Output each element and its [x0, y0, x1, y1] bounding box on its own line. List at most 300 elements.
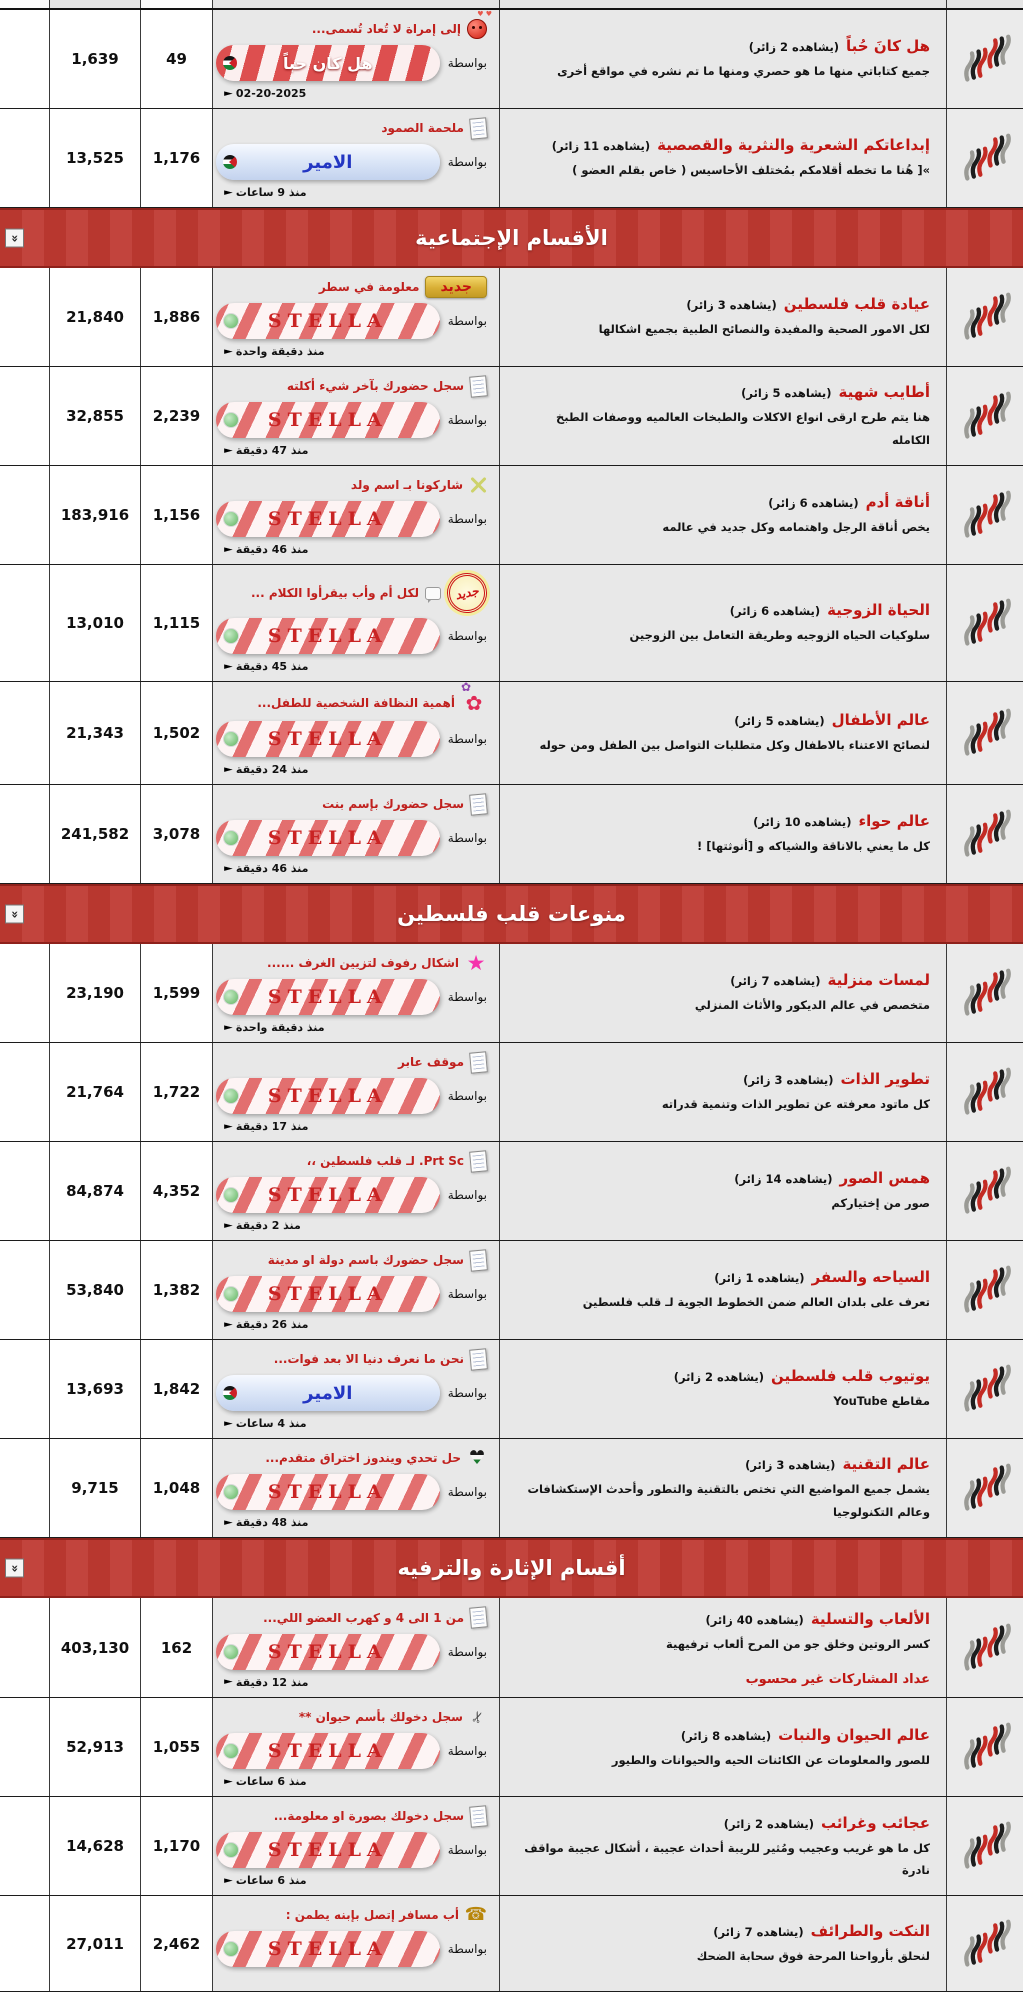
go-to-last-post[interactable] — [225, 1120, 487, 1133]
forum-row — [0, 367, 1023, 466]
forum-info-cell — [499, 10, 946, 108]
last-post-author-line — [225, 501, 487, 537]
spacer-cell — [0, 565, 49, 681]
last-post-title-link[interactable]: معلومة في سطر — [318, 280, 420, 294]
last-post-title-link[interactable]: نحن ما نعرف دنيا الا بعد فوات... — [273, 1352, 464, 1366]
last-post-arrow-icon: ► — [224, 445, 233, 456]
spacer-cell — [0, 466, 49, 564]
user-banner-flag-icon — [223, 1286, 239, 1302]
last-post-title-link[interactable]: من 1 الى 4 و كهرب العضو اللي... — [263, 1610, 464, 1625]
forum-row — [0, 109, 1023, 208]
spacer-cell — [0, 367, 49, 465]
forum-status-cell — [946, 1241, 1023, 1339]
forum-description: سلوكيات الحياه الزوجيه وطريقة التعامل بين الزوجين — [629, 628, 930, 643]
page-icon — [469, 375, 488, 397]
last-post-cell — [212, 1142, 499, 1240]
threads-count: 4,352 — [140, 1142, 212, 1240]
forum-link[interactable]: عالم الحيوان والنبات — [778, 1725, 930, 1744]
last-post-title-link[interactable]: سجل دخولك بصورة او معلومة... — [273, 1809, 464, 1824]
last-post-cell — [212, 1598, 499, 1697]
last-post-user-banner[interactable] — [216, 402, 440, 438]
forum-activity-swoosh-icon — [959, 489, 1011, 541]
last-post-cell — [212, 944, 499, 1042]
last-post-time: منذ 45 دقيقة — [235, 660, 309, 673]
last-post-title-link[interactable]: أب مسافر إتصل بإبنه يطمن : — [285, 1908, 459, 1923]
forum-viewers-count: (يشاهده 14 زائر) — [734, 1172, 833, 1187]
go-to-last-post[interactable] — [225, 862, 487, 875]
last-post-title-line — [225, 1706, 487, 1728]
last-post-title-link[interactable]: إلى إمراة لا تُعاد تُسمى... — [311, 22, 461, 36]
forum-link[interactable]: عالم الأطفال — [831, 711, 930, 730]
forum-title-line — [516, 1610, 930, 1628]
last-post-username: STELLA — [267, 1640, 388, 1663]
forum-row — [0, 268, 1023, 367]
last-post-cell — [212, 682, 499, 784]
page-icon — [469, 117, 488, 139]
forum-status-cell — [946, 1797, 1023, 1895]
last-post-cell — [212, 1439, 499, 1537]
forum-description: لنصائح الاعتناء بالاطفال وكل متطلبات التواصل بين الطفل ومن حوله — [539, 738, 930, 753]
forum-row — [0, 944, 1023, 1043]
last-post-user-banner[interactable] — [216, 1733, 440, 1769]
last-post-title-link[interactable]: اشكال رفوف لتزيين الغرف ...... — [267, 956, 459, 970]
last-post-arrow-icon: ► — [224, 1319, 233, 1330]
forum-status-cell — [946, 466, 1023, 564]
forum-viewers-count: (يشاهده 7 زائر) — [713, 1925, 804, 1940]
last-post-cell — [212, 1340, 499, 1438]
partial-row-top — [0, 0, 1023, 10]
posts-count: 23,190 — [49, 944, 140, 1042]
last-post-author-line — [225, 1931, 487, 1967]
last-post-username: STELLA — [267, 508, 388, 530]
forum-activity-swoosh-icon — [959, 1066, 1011, 1118]
go-to-last-post[interactable] — [225, 444, 487, 457]
forum-status-cell — [946, 1142, 1023, 1240]
user-banner-flag-icon — [223, 511, 239, 527]
last-post-author-line — [225, 1832, 487, 1868]
user-banner-flag-icon — [223, 989, 239, 1005]
last-post-username: STELLA — [267, 1938, 388, 1961]
last-post-arrow-icon: ► — [224, 863, 233, 874]
last-post-user-banner[interactable] — [216, 1177, 440, 1213]
by-label: بواسطة — [447, 1287, 487, 1301]
forum-title-line — [516, 971, 930, 989]
last-post-cell — [212, 466, 499, 564]
forum-activity-swoosh-icon — [959, 1820, 1011, 1872]
last-post-title-line — [225, 793, 487, 815]
forum-status-cell — [946, 1896, 1023, 1991]
by-label: بواسطة — [447, 155, 487, 169]
forum-info-cell — [499, 1142, 946, 1240]
forum-description: كل ما هو غريب وعجيب ومُثير للريبة أحداث عجيبة ، أشكال عجيبة مواقف نادرة — [524, 1840, 930, 1877]
forum-title-line — [516, 295, 930, 313]
last-post-title-link[interactable]: سجل دخولك بأسم حيوان ** — [298, 1710, 463, 1725]
threads-count: 2,239 — [140, 367, 212, 465]
last-post-cell — [212, 1241, 499, 1339]
forum-info-cell — [499, 1439, 946, 1537]
last-post-username: الامير — [303, 1382, 353, 1404]
smiley-icon — [467, 19, 487, 39]
spacer-cell — [0, 10, 49, 108]
user-banner-flag-icon — [223, 412, 239, 428]
forum-link[interactable]: هل كانَ حُباً — [846, 37, 930, 56]
by-label: بواسطة — [447, 1188, 487, 1202]
forum-status-cell — [946, 268, 1023, 366]
page-icon — [469, 1249, 488, 1271]
x-icon — [469, 476, 487, 494]
forum-description: يشمل جميع المواضيع التي تختص بالتقنية والتطور وأحدث الإستكشافات وعالم التكنولوجيا — [527, 1482, 930, 1519]
last-post-cell — [212, 565, 499, 681]
page-icon — [469, 1348, 488, 1370]
forum-viewers-count: (يشاهده 3 زائر) — [745, 1458, 836, 1473]
last-post-user-banner[interactable] — [216, 721, 440, 757]
last-post-username: STELLA — [267, 409, 388, 431]
forum-link[interactable]: يوتيوب قلب فلسطين — [771, 1367, 930, 1386]
last-post-user-banner[interactable] — [216, 1634, 440, 1670]
page-icon — [469, 1051, 488, 1073]
forum-title-line — [516, 1367, 930, 1385]
last-post-title-link[interactable]: لكل أم وأب بيقرأوا الكلام ... — [251, 586, 419, 600]
threads-count: 1,382 — [140, 1241, 212, 1339]
category-header[interactable] — [0, 1538, 1023, 1598]
last-post-title-link[interactable]: سجل حضورك باسم دولة او مدينة — [267, 1253, 464, 1267]
posts-count: 21,764 — [49, 1043, 140, 1141]
last-post-title-line — [225, 573, 487, 613]
go-to-last-post[interactable] — [225, 1021, 487, 1034]
collapse-category-button[interactable] — [5, 1559, 24, 1578]
go-to-last-post[interactable] — [225, 87, 487, 100]
threads-count: 1,722 — [140, 1043, 212, 1141]
user-banner-flag-icon — [223, 1484, 239, 1500]
last-post-time: منذ 12 دقيقة — [235, 1675, 309, 1689]
spacer-cell — [0, 1797, 49, 1895]
category-title: الأقسام الإجتماعية — [415, 226, 608, 250]
forum-description: مقاطع YouTube — [833, 1394, 930, 1409]
go-to-last-post[interactable] — [225, 1219, 487, 1232]
forum-row — [0, 1797, 1023, 1896]
spacer-cell — [0, 1698, 49, 1796]
last-post-username: STELLA — [267, 986, 388, 1008]
forum-link[interactable]: أناقة أدم — [865, 493, 930, 512]
forum-link[interactable]: إبداعاتكم الشعرية والنثرية والقصصية — [657, 136, 930, 155]
posts-count: 183,916 — [49, 466, 140, 564]
last-post-user-banner[interactable] — [216, 303, 440, 339]
last-post-time: منذ 46 دقيقة — [235, 543, 309, 556]
forum-extra-note: عداد المشاركات غير محسوب — [745, 1672, 930, 1688]
forum-link[interactable]: الألعاب والتسلية — [810, 1610, 930, 1628]
last-post-user-banner[interactable] — [216, 820, 440, 856]
forum-link[interactable]: لمسات منزلية — [827, 971, 930, 990]
collapse-category-button[interactable] — [5, 905, 24, 924]
forum-status-cell — [946, 1340, 1023, 1438]
last-post-author-line — [225, 1733, 487, 1769]
by-label: بواسطة — [447, 512, 487, 526]
by-label: بواسطة — [447, 1942, 487, 1957]
forum-viewers-count: (يشاهده 6 زائر) — [729, 604, 821, 619]
spacer-cell — [0, 268, 49, 366]
last-post-user-banner[interactable] — [216, 45, 440, 81]
forum-info-cell — [499, 109, 946, 207]
forum-link[interactable]: الحياة الزوجية — [827, 601, 930, 620]
last-post-time: منذ 47 دقيقة — [235, 444, 309, 457]
user-banner-flag-icon — [223, 731, 239, 747]
forum-link[interactable]: همس الصور — [839, 1169, 930, 1188]
last-post-title-link[interactable]: حل تحدي ويندوز اختراق متقدم... — [265, 1451, 461, 1465]
category-title: أقسام الإثارة والترفيه — [397, 1556, 626, 1580]
category-header[interactable] — [0, 208, 1023, 268]
forum-status-cell — [946, 109, 1023, 207]
posts-count: 241,582 — [49, 785, 140, 883]
last-post-user-banner[interactable] — [216, 144, 440, 180]
go-to-last-post[interactable] — [225, 345, 487, 358]
forum-rows-container — [0, 10, 1023, 1992]
forum-activity-swoosh-icon — [959, 1264, 1011, 1316]
posts-count: 84,874 — [49, 1142, 140, 1240]
forum-status-cell — [946, 1439, 1023, 1537]
forum-description: لكل الامور الصحية والمفيدة والنصائح الطبية بجميع اشكالها — [598, 322, 930, 337]
forum-description: متخصص في عالم الديكور والأثاث المنزلي — [694, 998, 930, 1013]
threads-count: 49 — [140, 10, 212, 108]
posts-count: 13,693 — [49, 1340, 140, 1438]
last-post-title-line — [225, 1150, 487, 1172]
forum-row — [0, 466, 1023, 565]
user-banner-flag-icon — [223, 1187, 239, 1203]
forum-info-cell — [499, 1340, 946, 1438]
go-to-last-post[interactable] — [225, 763, 487, 776]
forum-activity-swoosh-icon — [959, 597, 1011, 649]
go-to-last-post[interactable] — [225, 1417, 487, 1430]
forum-activity-swoosh-icon — [959, 1363, 1011, 1415]
last-post-title-line — [225, 1904, 487, 1926]
forum-info-cell — [499, 1698, 946, 1796]
last-post-title-line — [225, 1447, 487, 1469]
forum-row — [0, 1043, 1023, 1142]
last-post-arrow-icon: ► — [224, 187, 233, 198]
forum-info-cell — [499, 1043, 946, 1141]
last-post-title-link[interactable]: سجل حضورك بآخر شيء أكلته — [286, 379, 464, 393]
forum-info-cell — [499, 944, 946, 1042]
collapse-category-button[interactable] — [5, 229, 24, 248]
forum-viewers-count: (يشاهده 3 زائر) — [686, 298, 777, 313]
flowers-icon — [461, 690, 487, 716]
forum-description: كل ما يعني بالاناقة والشياكه و [أنوثتها] ! — [697, 839, 930, 854]
user-banner-flag-icon — [223, 56, 237, 70]
last-post-user-banner[interactable] — [216, 1474, 440, 1510]
forum-info-cell — [499, 1797, 946, 1895]
page-icon — [469, 1607, 488, 1629]
forum-activity-swoosh-icon — [959, 390, 1011, 442]
last-post-arrow-icon: ► — [224, 1121, 233, 1132]
heartflag-icon — [467, 1448, 487, 1468]
collapse-chevrons-icon: « — [7, 910, 22, 918]
forum-activity-swoosh-icon — [959, 33, 1011, 85]
last-post-title-link[interactable]: شاركونا بـ اسم ولد — [350, 478, 463, 492]
last-post-cell — [212, 1797, 499, 1895]
new-badge-icon: جديد — [425, 276, 487, 298]
last-post-time: منذ 4 ساعات — [235, 1417, 307, 1430]
posts-count: 32,855 — [49, 367, 140, 465]
forum-row — [0, 1142, 1023, 1241]
last-post-user-banner[interactable] — [216, 1931, 440, 1967]
last-post-author-line — [225, 721, 487, 757]
last-post-cell — [212, 10, 499, 108]
last-post-title-link[interactable]: ملحمة الصمود — [381, 121, 464, 135]
forum-viewers-count: (يشاهده 5 زائر) — [741, 386, 832, 401]
forum-viewers-count: (يشاهده 5 زائر) — [734, 714, 825, 729]
forum-status-cell — [946, 565, 1023, 681]
forum-viewers-count: (يشاهده 6 زائر) — [768, 496, 859, 511]
forum-status-cell — [946, 944, 1023, 1042]
page-icon — [469, 1150, 488, 1172]
last-post-title-link[interactable]: Prt Sc. لـ قلب فلسطين ،، — [306, 1154, 464, 1168]
forum-link[interactable]: عجائب وغرائب — [821, 1813, 930, 1832]
last-post-cell — [212, 109, 499, 207]
go-to-last-post[interactable] — [225, 660, 487, 673]
forum-viewers-count: (يشاهده 8 زائر) — [680, 1728, 772, 1743]
category-header[interactable] — [0, 884, 1023, 944]
forum-viewers-count: (يشاهده 7 زائر) — [730, 974, 821, 989]
last-post-time: منذ دقيقة واحدة — [235, 1021, 325, 1034]
forum-status-cell — [946, 682, 1023, 784]
by-label: بواسطة — [447, 1485, 487, 1499]
forum-status-cell — [946, 1698, 1023, 1796]
by-label: بواسطة — [447, 990, 487, 1004]
last-post-time: منذ 26 دقيقة — [235, 1318, 309, 1331]
forum-status-cell — [946, 10, 1023, 108]
forum-link[interactable]: السياحه والسفر — [811, 1268, 930, 1287]
threads-count: 1,176 — [140, 109, 212, 207]
go-to-last-post[interactable] — [225, 1775, 487, 1788]
forum-activity-swoosh-icon — [959, 1462, 1011, 1514]
user-banner-flag-icon — [223, 1386, 237, 1400]
forum-title-line — [516, 1814, 930, 1832]
forum-activity-swoosh-icon — [959, 291, 1011, 343]
last-post-user-banner[interactable] — [216, 501, 440, 537]
last-post-user-banner[interactable] — [216, 1832, 440, 1868]
go-to-last-post[interactable] — [225, 1874, 487, 1887]
phone-icon — [465, 1905, 487, 1925]
forum-info-cell — [499, 268, 946, 366]
collapse-chevrons-icon: « — [7, 234, 22, 242]
page-icon — [469, 1805, 488, 1827]
go-to-last-post[interactable] — [225, 186, 487, 199]
last-post-title-line — [225, 276, 487, 298]
forum-description: تعرف على بلدان العالم ضمن الخطوط الجوية لـ قلب فلسطين — [582, 1295, 930, 1310]
last-post-cell — [212, 1896, 499, 1991]
forum-link[interactable]: أطايب شهية — [838, 383, 930, 402]
last-post-title-line — [225, 18, 487, 40]
user-banner-flag-icon — [223, 313, 239, 329]
last-post-user-banner[interactable] — [216, 1375, 440, 1411]
forum-link[interactable]: عالم حواء — [858, 812, 930, 831]
forum-description: كل ماتود معرفته عن تطوير الذات وتنمية قدراته — [661, 1097, 930, 1112]
last-post-title-link[interactable]: سجل حضورك بإسم بنت — [322, 797, 464, 811]
last-post-title-line — [225, 1607, 487, 1629]
go-to-last-post[interactable] — [225, 543, 487, 556]
forum-activity-swoosh-icon — [959, 1721, 1011, 1773]
forum-status-cell — [946, 1043, 1023, 1141]
posts-count: 14,628 — [49, 1797, 140, 1895]
spacer-cell — [0, 1142, 49, 1240]
partial-cell — [212, 0, 499, 8]
by-label: بواسطة — [447, 1089, 487, 1103]
last-post-arrow-icon: ► — [224, 1418, 233, 1429]
posts-count: 27,011 — [49, 1896, 140, 1991]
last-post-arrow-icon: ► — [224, 1776, 233, 1787]
forum-activity-swoosh-icon — [959, 707, 1011, 759]
spacer-cell — [0, 944, 49, 1042]
last-post-arrow-icon: ► — [224, 346, 233, 357]
posts-count: 13,525 — [49, 109, 140, 207]
forum-link[interactable]: النكت والطرائف — [810, 1922, 930, 1941]
partial-cell — [946, 0, 1023, 8]
last-post-user-banner[interactable] — [216, 1078, 440, 1114]
forum-info-cell — [499, 785, 946, 883]
user-banner-flag-icon — [223, 1743, 239, 1759]
last-post-user-banner[interactable] — [216, 979, 440, 1015]
forum-title-line — [516, 37, 930, 55]
last-post-time: منذ 17 دقيقة — [235, 1120, 309, 1133]
threads-count: 2,462 — [140, 1896, 212, 1991]
by-label: بواسطة — [447, 831, 487, 845]
go-to-last-post[interactable] — [225, 1318, 487, 1331]
go-to-last-post[interactable] — [225, 1676, 487, 1689]
forum-link[interactable]: عالم التقنية — [842, 1455, 930, 1474]
by-label: بواسطة — [447, 1644, 487, 1659]
last-post-author-line — [225, 979, 487, 1015]
forum-row — [0, 1598, 1023, 1698]
threads-count: 1,502 — [140, 682, 212, 784]
last-post-user-banner[interactable] — [216, 1276, 440, 1312]
by-label: بواسطة — [447, 56, 487, 70]
partial-cell — [499, 0, 946, 8]
forum-description: لنحلق بأرواحنا المرحة فوق سحابة الضحك — [696, 1949, 930, 1964]
forum-row — [0, 565, 1023, 682]
forum-row — [0, 1241, 1023, 1340]
forum-activity-swoosh-icon — [959, 132, 1011, 184]
last-post-author-line — [225, 45, 487, 81]
user-banner-flag-icon — [223, 1088, 239, 1104]
last-post-title-line — [225, 1805, 487, 1827]
user-banner-flag-icon — [223, 1644, 239, 1660]
forum-link[interactable]: عيادة قلب فلسطين — [783, 295, 930, 314]
forum-link[interactable]: تطوير الذات — [840, 1070, 930, 1089]
last-post-title-link[interactable]: أهمية النظافة الشخصية للطفل... — [257, 696, 455, 710]
threads-count: 162 — [140, 1598, 212, 1697]
last-post-title-line — [225, 117, 487, 139]
last-post-username: STELLA — [267, 1839, 388, 1862]
forum-row — [0, 10, 1023, 109]
last-post-user-banner[interactable] — [216, 618, 440, 654]
last-post-title-link[interactable]: موقف عابر — [398, 1055, 464, 1069]
last-post-cell — [212, 1043, 499, 1141]
forum-title-line — [516, 383, 930, 401]
posts-count: 21,343 — [49, 682, 140, 784]
forum-description: جميع كتاباتي منها ما هو حصري ومنها ما تم نشره في مواقع أخرى — [557, 64, 930, 79]
last-post-arrow-icon: ► — [224, 1517, 233, 1528]
last-post-author-line — [225, 1078, 487, 1114]
spacer-cell — [0, 682, 49, 784]
go-to-last-post[interactable] — [225, 1516, 487, 1529]
star-icon — [465, 952, 487, 974]
forum-row — [0, 1340, 1023, 1439]
last-post-arrow-icon: ► — [224, 764, 233, 775]
last-post-username: STELLA — [267, 310, 388, 332]
forum-title-line — [516, 1268, 930, 1286]
spacer-cell — [0, 1896, 49, 1991]
spacer-cell — [0, 785, 49, 883]
scissors-icon — [466, 1706, 489, 1729]
